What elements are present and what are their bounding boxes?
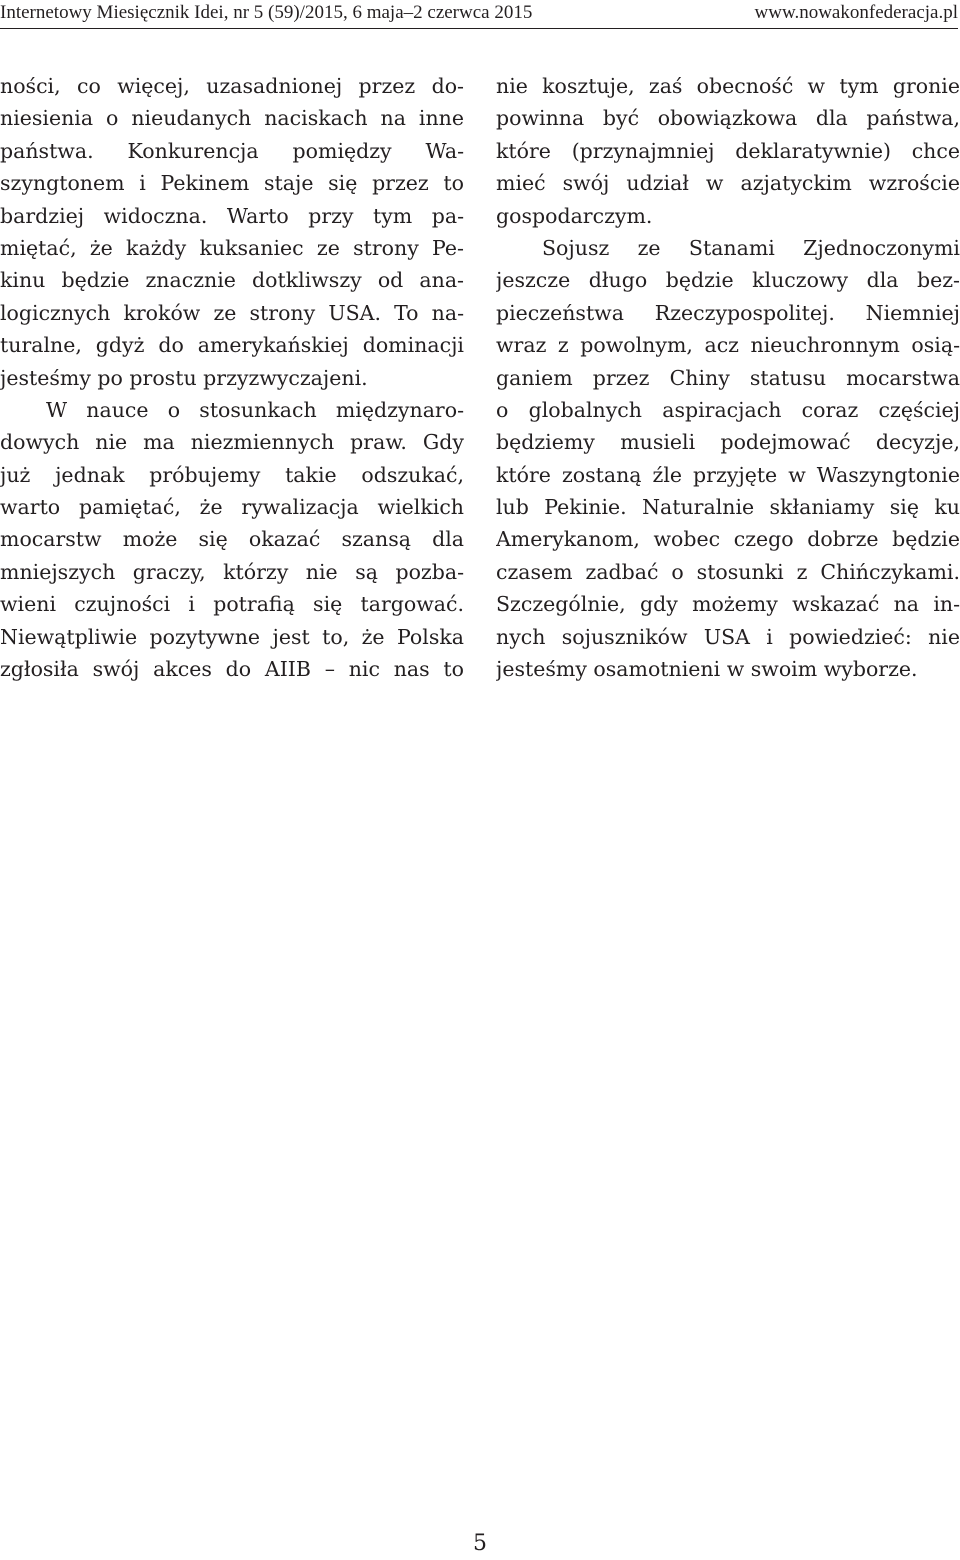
- text-line: które zostaną źle przyjęte w Waszyngtonie: [496, 462, 960, 487]
- publication-title: Internetowy Miesięcznik Idei, nr 5 (59)/2015, 6 maja–2 czerwca 2015: [0, 2, 533, 23]
- text-line: niesienia o nieudanych naciskach na inne: [0, 106, 464, 131]
- text-line: jeszcze długo będzie kluczowy dla bez-: [496, 268, 960, 293]
- paragraph-first-line: Sojusz ze Stanami Zjednoczonymi: [542, 235, 960, 260]
- text-line: bardziej widoczna. Warto przy tym pa-: [0, 203, 464, 228]
- text-line: które (przynajmniej deklaratywnie) chce: [496, 138, 960, 163]
- text-line: dowych nie ma niezmiennych praw. Gdy: [0, 430, 464, 455]
- running-header: [0, 0, 960, 30]
- text-line: nych sojuszników USA i powiedzieć: nie: [496, 624, 960, 649]
- text-line: lub Pekinie. Naturalnie skłaniamy się ku: [496, 495, 960, 520]
- text-line: miętać, że każdy kuksaniec ze strony Pe-: [0, 235, 464, 260]
- text-line: mniejszych graczy, którzy nie są pozba-: [0, 559, 464, 584]
- text-line: państwa. Konkurencja pomiędzy Wa-: [0, 138, 464, 163]
- text-line: Niewątpliwie pozytywne jest to, że Polska: [0, 624, 464, 649]
- text-line: warto pamiętać, że rywalizacja wielkich: [0, 495, 464, 520]
- text-column-right: [496, 70, 960, 685]
- text-column-left: [0, 70, 464, 685]
- text-line: wieni czujności i potrafią się targować.: [0, 592, 464, 617]
- text-line: turalne, gdyż do amerykańskiej dominacji: [0, 333, 464, 358]
- text-line: kinu będzie znacznie dotkliwszy od ana-: [0, 268, 464, 293]
- text-line: zgłosiła swój akces do AIIB – nic nas to: [0, 657, 464, 682]
- text-line: czasem zadbać o stosunki z Chińczykami.: [496, 559, 960, 584]
- text-line: logicznych kroków ze strony USA. To na-: [0, 300, 464, 325]
- text-line: pieczeństwa Rzeczypospolitej. Niemniej: [496, 300, 960, 325]
- text-line: Szczególnie, gdy możemy wskazać na in-: [496, 592, 960, 617]
- text-line: powinna być obowiązkowa dla państwa,: [496, 106, 960, 131]
- text-line: Amerykanom, wobec czego dobrze będzie: [496, 527, 960, 552]
- text-line: szyngtonem i Pekinem staje się przez to: [0, 171, 464, 196]
- text-line: już jednak próbujemy takie odszukać,: [0, 462, 464, 487]
- text-line: jesteśmy po prostu przyzwyczajeni.: [0, 365, 368, 390]
- text-line: ności, co więcej, uzasadnionej przez do-: [0, 74, 464, 98]
- header-rule: [0, 28, 958, 29]
- text-line: mocarstw może się okazać szansą dla: [0, 527, 464, 552]
- text-line: wraz z powolnym, acz nieuchronnym osią-: [496, 333, 960, 358]
- text-line: o globalnych aspiracjach coraz częściej: [496, 397, 960, 422]
- page-number: 5: [473, 1531, 487, 1556]
- text-line: mieć swój udział w azjatyckim wzroście: [496, 171, 960, 196]
- text-line: nie kosztuje, zaś obecność w tym gronie: [496, 74, 960, 98]
- text-line: ganiem przez Chiny statusu mocarstwa: [496, 365, 960, 390]
- text-line: jesteśmy osamotnieni w swoim wyborze.: [496, 657, 918, 682]
- text-line: gospodarczym.: [496, 203, 653, 228]
- paragraph-first-line: W nauce o stosunkach międzynaro-: [46, 397, 464, 422]
- text-line: będziemy musieli podejmować decyzje,: [496, 430, 960, 455]
- website-url: www.nowakonfederacja.pl: [754, 2, 958, 23]
